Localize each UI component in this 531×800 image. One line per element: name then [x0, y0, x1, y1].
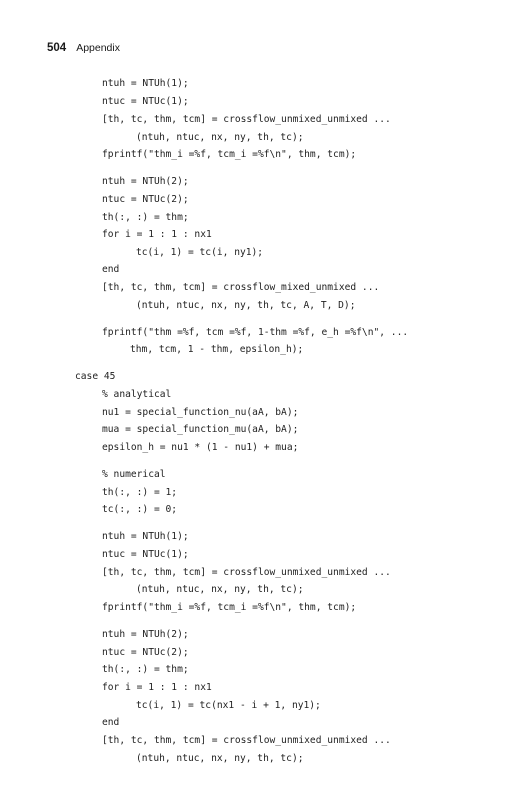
code-line: th(:, :) = thm;	[102, 212, 189, 223]
code-line: tc(:, :) = 0;	[102, 504, 178, 515]
code-line: nu1 = special_function_nu(aA, bA);	[102, 407, 299, 418]
code-line: ntuh = NTUh(2);	[102, 629, 189, 640]
code-line: (ntuh, ntuc, nx, ny, th, tc);	[136, 584, 304, 595]
code-line: (ntuh, ntuc, nx, ny, th, tc, A, T, D);	[136, 300, 356, 311]
code-line: tc(i, 1) = tc(i, ny1);	[136, 247, 264, 258]
code-line: ntuh = NTUh(1);	[102, 78, 189, 89]
code-line: end	[102, 717, 120, 728]
page-number: 504	[47, 42, 67, 54]
code-line: ntuc = NTUc(1);	[102, 96, 189, 107]
code-line: th(:, :) = 1;	[102, 487, 178, 498]
code-line: % analytical	[102, 389, 172, 400]
code-line: ntuc = NTUc(2);	[102, 194, 189, 205]
code-line: (ntuh, ntuc, nx, ny, th, tc);	[136, 753, 304, 764]
code-line: mua = special_function_mu(aA, bA);	[102, 424, 299, 435]
code-line: [th, tc, thm, tcm] = crossflow_unmixed_unmixed ...	[102, 114, 391, 125]
code-line: ntuc = NTUc(2);	[102, 647, 189, 658]
code-line: tc(i, 1) = tc(nx1 - i + 1, ny1);	[136, 700, 321, 711]
code-line: (ntuh, ntuc, nx, ny, th, tc);	[136, 132, 304, 143]
code-line: for i = 1 : 1 : nx1	[102, 229, 212, 240]
code-line: epsilon_h = nu1 * (1 - nu1) + mua;	[102, 442, 299, 453]
code-line: ntuh = NTUh(2);	[102, 176, 189, 187]
code-line: end	[102, 264, 120, 275]
code-line: th(:, :) = thm;	[102, 664, 189, 675]
code-line: fprintf("thm_i =%f, tcm_i =%f\n", thm, tcm);	[102, 602, 357, 613]
code-line: [th, tc, thm, tcm] = crossflow_unmixed_unmixed ...	[102, 567, 391, 578]
code-line: [th, tc, thm, tcm] = crossflow_unmixed_unmixed ...	[102, 735, 391, 746]
code-line: for i = 1 : 1 : nx1	[102, 682, 212, 693]
code-line: fprintf("thm_i =%f, tcm_i =%f\n", thm, tcm);	[102, 149, 357, 160]
page-header	[47, 38, 120, 54]
code-line: % numerical	[102, 469, 166, 480]
code-line: case 45	[75, 371, 116, 382]
section-title: Appendix	[76, 42, 120, 54]
code-line: ntuh = NTUh(1);	[102, 531, 189, 542]
code-line: fprintf("thm =%f, tcm =%f, 1-thm =%f, e_h =%f\n", ...	[102, 327, 409, 338]
code-line: thm, tcm, 1 - thm, epsilon_h);	[130, 344, 304, 355]
code-line: [th, tc, thm, tcm] = crossflow_mixed_unmixed ...	[102, 282, 380, 293]
code-line: ntuc = NTUc(1);	[102, 549, 189, 560]
